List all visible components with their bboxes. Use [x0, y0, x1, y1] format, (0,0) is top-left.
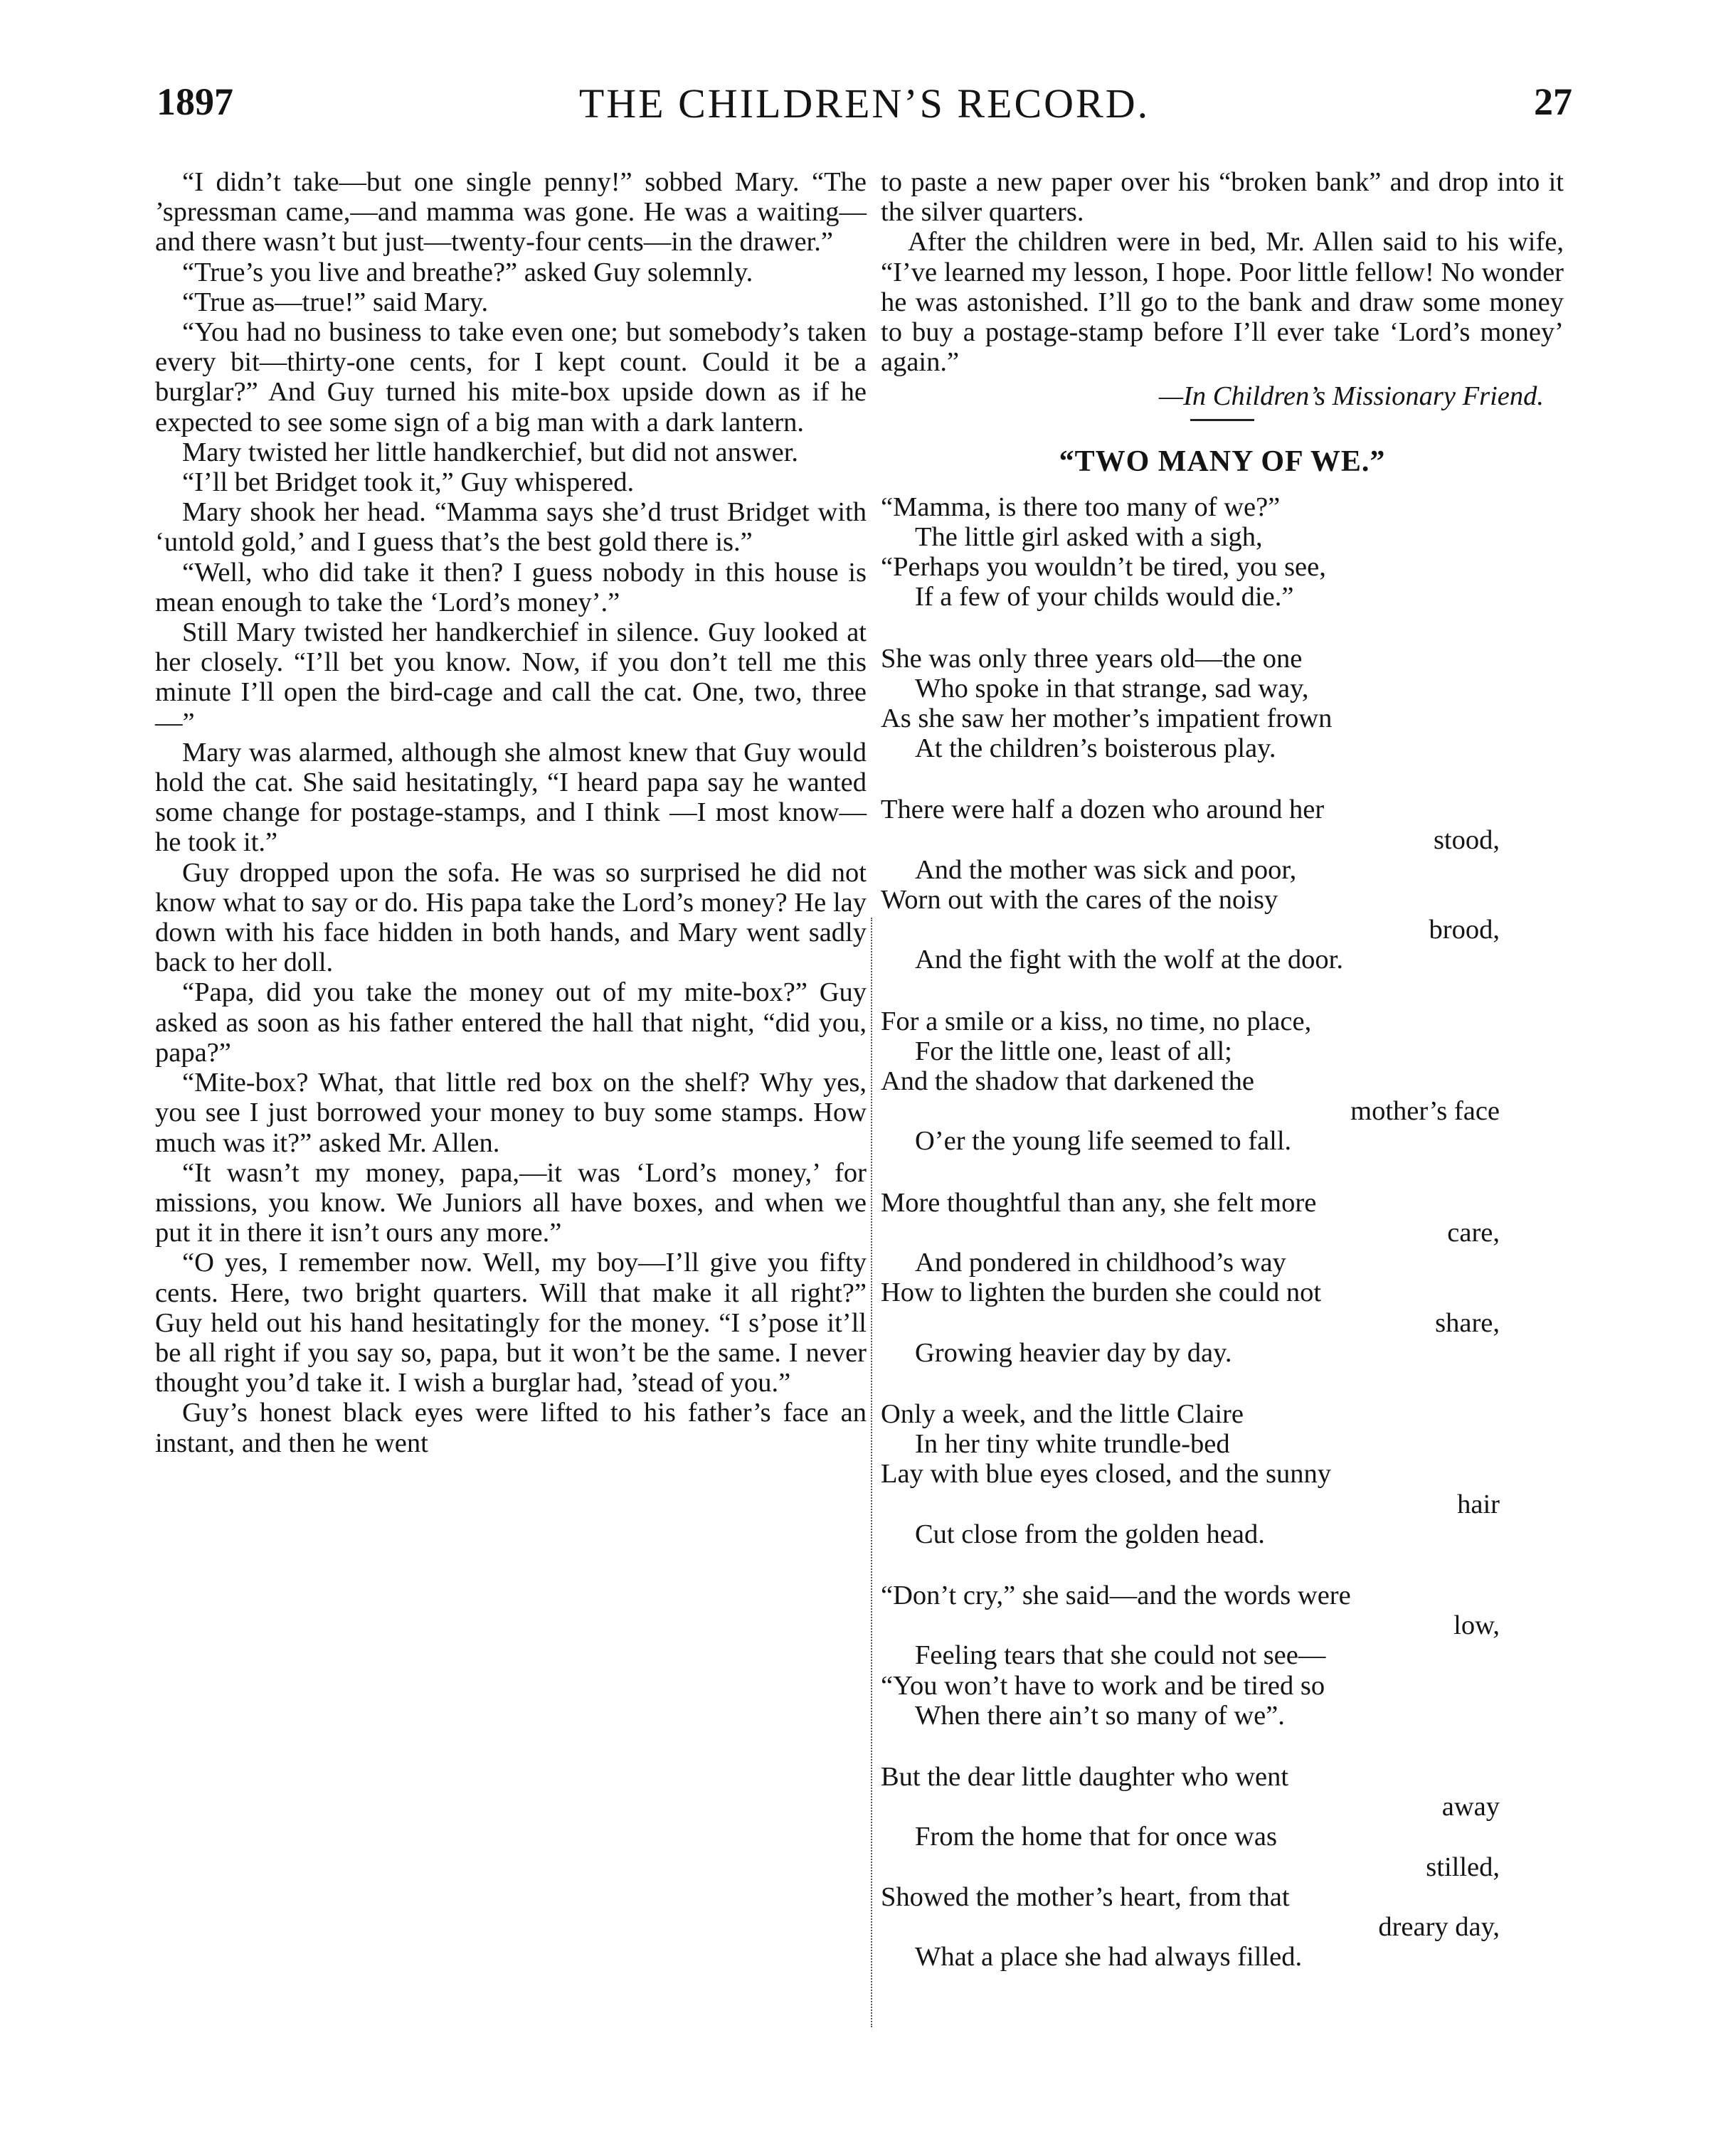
poem-line: For a smile or a kiss, no time, no place,: [881, 1006, 1312, 1036]
poem-line: away: [1441, 1792, 1500, 1822]
story-paragraph: Guy’s honest black eyes were lifted to his father’s face an instant, and then he went: [155, 1398, 867, 1458]
poem-stanza: [881, 492, 1564, 612]
story-paragraph: “Mite-box? What, that little red box on the shelf? Why yes, you see I just borrowed your money to buy some stamps. How much was it?” asked Mr. Allen.: [155, 1068, 867, 1158]
poem-line: From the home that for once was: [915, 1822, 1277, 1852]
poem-line: What a place she had always filled.: [915, 1942, 1303, 1972]
publication-title: THE CHILDREN’S RECORD.: [578, 80, 1150, 127]
poem-line: For the little one, least of all;: [915, 1036, 1232, 1066]
poem-line: dreary day,: [1378, 1911, 1500, 1942]
poem-stanza: [881, 644, 1564, 764]
story-paragraph: “You had no business to take even one; but somebody’s taken every bit—thirty-one cents, for I kept count. Could it be a burglar?” And Guy turned his mite-box upside down as if he expected to see some sign of a big man with a dark lantern.: [155, 317, 867, 437]
poem-stanza: [881, 795, 1564, 975]
poem-line: “You won’t have to work and be tired so: [881, 1670, 1325, 1701]
left-column: [155, 167, 867, 1458]
story-paragraph: Still Mary twisted her handkerchief in silence. Guy looked at her closely. “I’ll bet you know. Now, if you don’t tell me this minute I’ll open the bird-cage and call the cat. One, two, three—”: [155, 617, 867, 738]
poem-line: “Mamma, is there too many of we?”: [881, 492, 1281, 522]
poem-line: When there ain’t so many of we”.: [915, 1700, 1285, 1731]
story-attribution: —In Children’s Missionary Friend.: [1158, 381, 1544, 412]
poem-line: She was only three years old—the one: [881, 643, 1303, 674]
poem-line: Growing heavier day by day.: [915, 1337, 1232, 1368]
poem-title: “TWO MANY OF WE.”: [1059, 445, 1386, 478]
poem-stanza: [881, 1581, 1564, 1731]
poem-line: Feeling tears that she could not see—: [915, 1640, 1326, 1671]
story-paragraph: After the children were in bed, Mr. Allen said to his wife, “I’ve learned my lesson, I hope. Poor little fellow! No wonder he was astonished. I’ll go to the bank and draw some money to buy a postage-stamp before I’ll ever take ‘Lord’s money’ again.”: [881, 227, 1564, 378]
poem-line: In her tiny white trundle-bed: [915, 1429, 1230, 1460]
story-paragraph: “True as—true!” said Mary.: [182, 287, 489, 317]
poem-line: Lay with blue eyes closed, and the sunny: [881, 1459, 1331, 1489]
story-paragraph: “It wasn’t my money, papa,—it was ‘Lord’s money,’ for missions, you know. We Juniors all have boxes, and when we put it in there it isn’t ours any more.”: [155, 1157, 867, 1248]
poem-line: Cut close from the golden head.: [915, 1519, 1265, 1549]
poem-line: hair: [1457, 1489, 1500, 1519]
story-paragraph: Guy dropped upon the sofa. He was so surprised he did not know what to say or do. His papa take the Lord’s money? He lay down with his face hidden in both hands, and Mary went sadly back to her doll.: [155, 857, 867, 978]
poem-line: mother’s face: [1350, 1096, 1500, 1127]
poem-line: Who spoke in that strange, sad way,: [915, 673, 1309, 703]
poem: [881, 492, 1564, 1972]
header-year: 1897: [157, 80, 233, 123]
poem-line: And the fight with the wolf at the door.: [915, 945, 1343, 975]
poem-line: Only a week, and the little Claire: [881, 1398, 1244, 1429]
story-paragraph: “O yes, I remember now. Well, my boy—I’ll give you fifty cents. Here, two bright quarters. Will that make it all right?” Guy held out his hand hesitatingly for the money. “I s’pose it’ll be all right if you say so, papa, but it won’t be the same. I never thought you’d take it. I wish a burglar had, ’stead of you.”: [155, 1248, 867, 1398]
story-paragraph: Mary shook her head. “Mamma says she’d trust Bridget with ‘untold gold,’ and I guess that’s the best gold there is.”: [155, 497, 867, 558]
story-paragraph: “Well, who did take it then? I guess nobody in this house is mean enough to take the ‘Lord’s money’.”: [155, 557, 867, 617]
poem-line: How to lighten the burden she could not: [881, 1278, 1322, 1308]
poem-line: But the dear little daughter who went: [881, 1761, 1289, 1792]
poem-line: As she saw her mother’s impatient frown: [881, 703, 1333, 734]
poem-stanza: [881, 1399, 1564, 1549]
poem-line: care,: [1447, 1217, 1500, 1248]
poem-line: “Perhaps you wouldn’t be tired, you see,: [881, 552, 1326, 583]
poem-line: And the shadow that darkened the: [881, 1066, 1254, 1097]
page-number: 27: [1534, 80, 1572, 123]
story-paragraph: “True’s you live and breathe?” asked Guy solemnly.: [182, 257, 753, 287]
poem-stanza: [881, 1762, 1564, 1972]
poem-line: stilled,: [1426, 1852, 1500, 1882]
story-paragraph: “I didn’t take—but one single penny!” sobbed Mary. “The ’spressman came,—and mamma was gone. He was a waiting—and there wasn’t but just—twenty-four cents—in the drawer.”: [155, 167, 867, 257]
section-rule: [1190, 419, 1254, 421]
poem-line: stood,: [1433, 824, 1500, 855]
poem-line: And pondered in childhood’s way: [915, 1248, 1286, 1278]
column-divider: [871, 918, 874, 2027]
poem-line: Showed the mother’s heart, from that: [881, 1881, 1290, 1912]
poem-line: The little girl asked with a sigh,: [915, 522, 1263, 553]
right-column: [881, 167, 1564, 2003]
story-paragraph: to paste a new paper over his “broken bank” and drop into it the silver quarters.: [881, 167, 1564, 228]
poem-line: There were half a dozen who around her: [881, 795, 1325, 825]
poem-line: “Don’t cry,” she said—and the words were: [881, 1580, 1351, 1610]
story-paragraph: “Papa, did you take the money out of my mite-box?” Guy asked as soon as his father entered the hall that night, “did you, papa?”: [155, 977, 867, 1068]
poem-line: share,: [1435, 1307, 1500, 1338]
story-paragraph: Mary twisted her little handkerchief, but did not answer.: [182, 437, 799, 467]
poem-line: low,: [1453, 1610, 1500, 1641]
poem-line: And the mother was sick and poor,: [915, 854, 1297, 885]
story-paragraph: Mary was alarmed, although she almost knew that Guy would hold the cat. She said hesitatingly, “I heard papa say he wanted some change for postage-stamps, and I think —I most know—he took it.”: [155, 737, 867, 858]
poem-line: Worn out with the cares of the noisy: [881, 885, 1278, 915]
story-paragraph: “I’ll bet Bridget took it,” Guy whispered.: [182, 467, 635, 498]
page-header: [157, 80, 1572, 137]
poem-line: At the children’s boisterous play.: [915, 733, 1276, 764]
poem-line: O’er the young life seemed to fall.: [915, 1126, 1292, 1157]
poem-stanza: [881, 1188, 1564, 1368]
poem-line: More thoughtful than any, she felt more: [881, 1187, 1317, 1218]
poem-line: If a few of your childs would die.”: [915, 582, 1294, 612]
poem-stanza: [881, 1007, 1564, 1157]
poem-line: brood,: [1429, 915, 1500, 945]
